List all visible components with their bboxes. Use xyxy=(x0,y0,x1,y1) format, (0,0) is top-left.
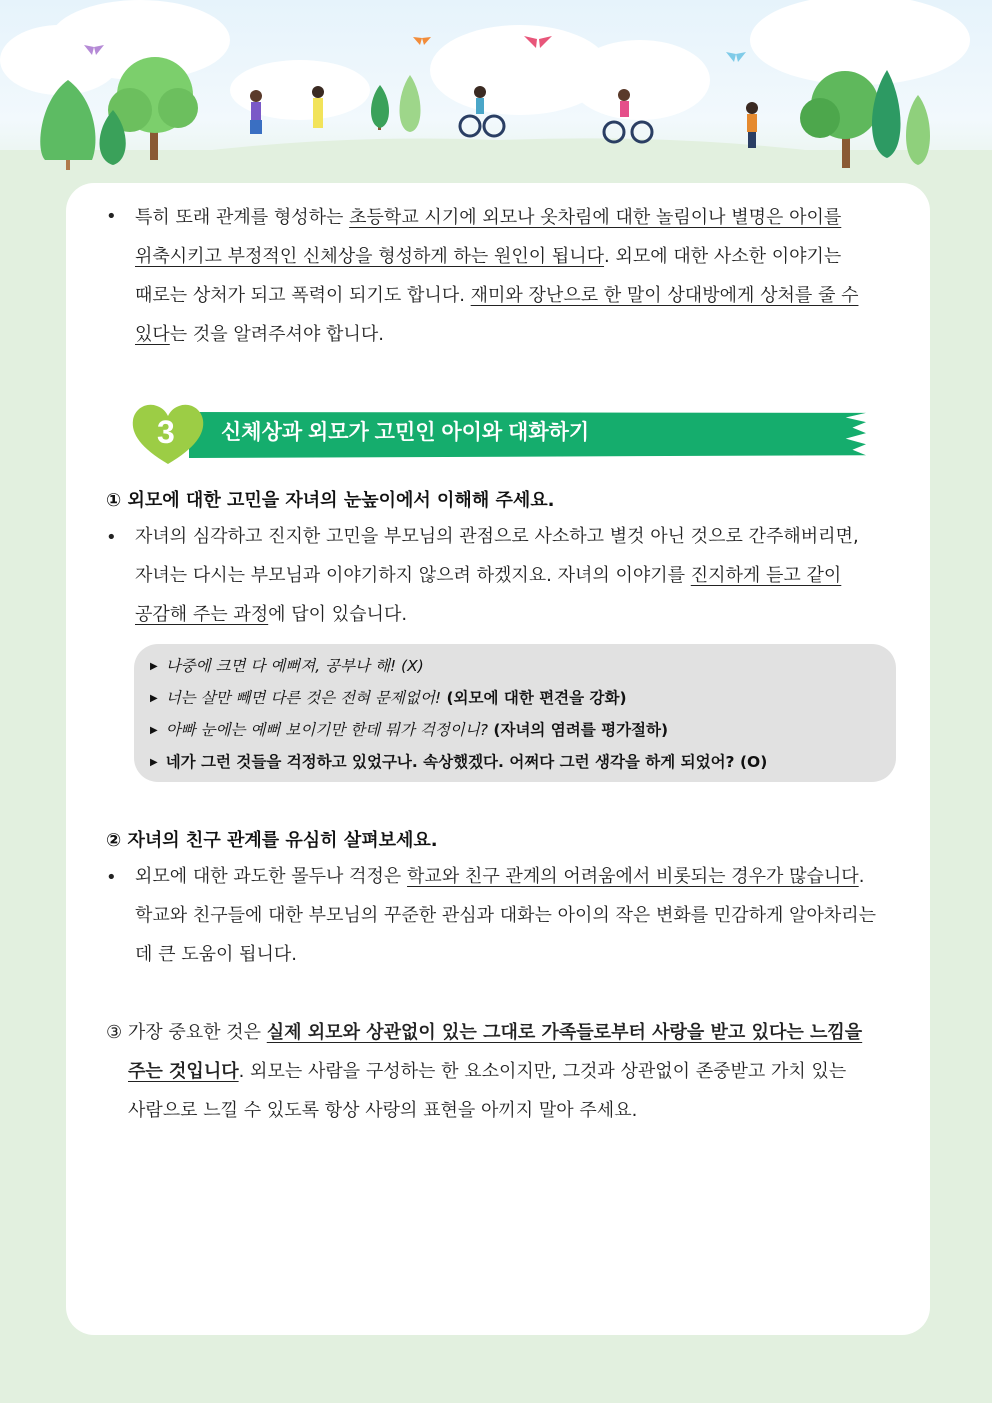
heading-title: 신체상과 외모가 고민인 아이와 대화하기 xyxy=(221,421,590,444)
item1-paragraph: 자녀의 심각하고 진지한 고민을 부모님의 관점으로 사소하고 별것 아닌 것으로 간주해버리면, 자녀는 다시는 부모님과 이야기하지 않으려 하겠지요. 자녀의 이야기를 진지하게 듣고 같이 공감해 주는 과정에 답이 있습니다. xyxy=(135,526,859,625)
intro-paragraph: 특히 또래 관계를 형성하는 초등학교 시기에 외모나 옷차림에 대한 놀림이나 별명은 아이를 위축시키고 부정적인 신체상을 형성하게 하는 원인이 됩니다. 외모에 대한 사소한 이야기는 때로는 상처가 되고 폭력이 되기도 합니다. 재미와 장난으로 한 말이 상대방에게 상처를 줄 수 있다는 것을 알려주셔야 합니다. xyxy=(135,207,859,345)
bullet: • xyxy=(106,206,117,227)
example-line-3: ▶ 아빠 눈에는 예뻐 보이기만 한데 뭐가 걱정이니? (자녀의 염려를 평가절하) xyxy=(150,721,669,739)
item3-paragraph: ③ 가장 중요한 것은 실제 외모와 상관없이 있는 그대로 가족들로부터 사랑을 받고 있다는 느낌을 주는 것입니다. 외모는 사람을 구성하는 한 요소이지만, 그것과 상관없이 존중받고 가치 있는 사람으로 느낄 수 있도록 항상 사랑의 표현을 아끼지 말아 주세요. xyxy=(106,1022,863,1121)
heading-number: 3 xyxy=(157,414,175,450)
bullet: • xyxy=(106,867,117,888)
item1-title: ① 외모에 대한 고민을 자녀의 눈높이에서 이해해 주세요. xyxy=(106,490,555,511)
example-line-2: ▶ 너는 살만 빼면 다른 것은 전혀 문제없어! (외모에 대한 편견을 강화) xyxy=(150,689,627,707)
park-illustration xyxy=(0,0,992,200)
bullet: • xyxy=(106,527,117,548)
item2-title: ② 자녀의 친구 관계를 유심히 살펴보세요. xyxy=(106,830,438,851)
example-line-4: ▶ 네가 그런 것들을 걱정하고 있었구나. 속상했겠다. 어쩌다 그런 생각을 하게 되었어? (O) xyxy=(150,753,768,771)
example-line-1: ▶ 나중에 크면 다 예뻐져, 공부나 해! (X) xyxy=(150,657,424,675)
section-heading xyxy=(131,402,866,466)
item2-paragraph: 외모에 대한 과도한 몰두나 걱정은 학교와 친구 관계의 어려움에서 비롯되는 경우가 많습니다. 학교와 친구들에 대한 부모님의 꾸준한 관심과 대화는 아이의 작은 변화를 민감하게 알아차리는 데 큰 도움이 됩니다. xyxy=(135,866,877,965)
